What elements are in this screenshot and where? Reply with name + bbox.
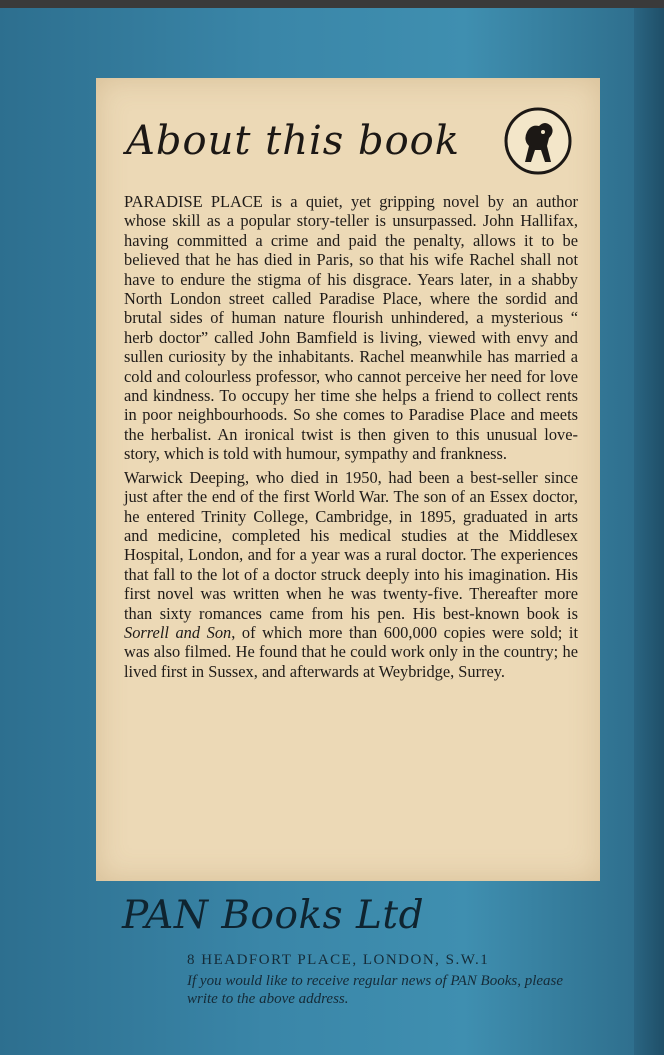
author-text-start: Warwick Deeping, who died in 1950, had been a best-seller since just after the end of the first World War. The son of an Essex doctor, he entered Trinity College, Cambridge, in 1895, graduated in arts and medicine, completed his medical studies at the Middlesex Hospital, London, and for a year was a rural doctor. The experiences that fall to the lot of a doctor struck deeply into his imagination. His first novel was written when he was twenty-five. Thereafter more than sixty romances came from his pen. His best-known book is (124, 467, 578, 623)
publisher-name: PAN Books Ltd (122, 893, 425, 938)
synopsis-paragraph (124, 192, 578, 464)
publisher-note: If you would like to receive regular news of PAN Books, please write to the above address. (187, 973, 564, 1007)
synopsis-text: PARADISE PLACE is a quiet, yet gripping novel by an author whose skill as a popular story-teller is unsurpassed. John Hallifax, having committed a crime and paid the penalty, allows it to be believed that he has died in Paris, so that his wife Rachel shall not have to endure the stigma of his disgrace. Years later, in a shabby North London street called Paradise Place, where the sordid and brutal sides of human nature flourish unhindered, a mysterious “ herb doctor” called John Bamfield is living, viewed with envy and sullen curiosity by the inhabitants. Rachel meanwhile has married a cold and colourless professor, who cannot perceive her need for love and kindness. To occupy her time she helps a friend to collect rents in poor neighbourhoods. So she comes to Paradise Place and meets the herbalist. An ironical twist is then given to this unusual love-story, which is told with humour, sympathy and frankness. (124, 192, 578, 464)
page-title: About this book (126, 118, 461, 164)
book-title-italic: Sorrell and Son (124, 622, 232, 642)
cover-edge (634, 8, 664, 1055)
publisher-address: 8 HEADFORT PLACE, LONDON, S.W.1 (187, 952, 490, 968)
blurb-panel (96, 78, 600, 881)
author-text-end: , of which more than 600,000 copies were sold; it was also filmed. He found that he could work only in the country; he lived first in Sussex, and afterwards at Weybridge, Surrey. (124, 622, 578, 681)
pan-logo-icon (503, 106, 573, 176)
blurb-text (124, 192, 578, 681)
author-paragraph (124, 468, 578, 681)
